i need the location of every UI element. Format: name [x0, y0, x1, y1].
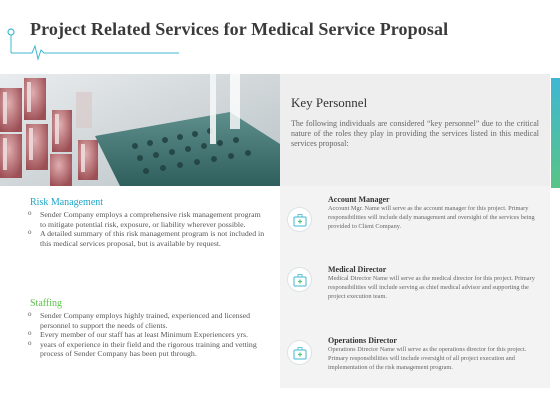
role-description: Operations Director Name will serve as the operations director for this project. Primary responsibilities will include oversight of all project execution and implementation of the risk management program.	[328, 346, 527, 371]
role-title: Account Manager	[328, 195, 390, 204]
role-description: Account Mgr. Name will serve as the account manager for this project. Primary responsibilities will include daily management and oversight of the services being provided to Client Company.	[328, 205, 535, 230]
risk-management-title: Risk Management	[30, 197, 104, 208]
list-item: o years of experience in their field and the rigorous training and vetting process of Sender Company has been put through.	[28, 340, 268, 359]
accent-bar	[551, 78, 560, 188]
slide-title: Project Related Services for Medical Service Proposal	[30, 19, 449, 39]
role-title: Medical Director	[328, 265, 387, 274]
list-item: o A detailed summary of this risk management program is not included in this medical services proposal, but is available by request.	[28, 229, 268, 248]
staffing-list	[28, 311, 268, 359]
medical-kit-icon	[287, 267, 312, 292]
key-personnel-text: The following individuals are considered “key personnel” due to the critical nature of the roles they play in providing the services listed in this medical services proposal:	[291, 119, 539, 148]
medical-kit-icon	[287, 207, 312, 232]
medical-kit-icon	[287, 340, 312, 365]
key-personnel-panel	[280, 74, 550, 186]
list-item: o Every member of our staff has at least Minimum Experiencers yrs.	[28, 330, 268, 340]
staffing-title: Staffing	[30, 298, 63, 309]
lab-photo	[0, 74, 280, 186]
role-description: Medical Director Name will serve as the medical director for this project. Primary responsibilities will include serving as chief medical advisor and supporting the project execution team.	[328, 275, 535, 300]
heartbeat-line-icon	[4, 28, 179, 68]
role-title: Operations Director	[328, 336, 397, 345]
risk-management-list	[28, 210, 268, 248]
list-item: o Sender Company employs a comprehensive risk management program to mitigate potential risk, exposure, or liability wherever possible.	[28, 210, 268, 229]
roles-panel	[280, 186, 550, 388]
key-personnel-title: Key Personnel	[291, 95, 368, 110]
list-item: o Sender Company employs highly trained, experienced and licensed personnel to support the needs of clients.	[28, 311, 268, 330]
